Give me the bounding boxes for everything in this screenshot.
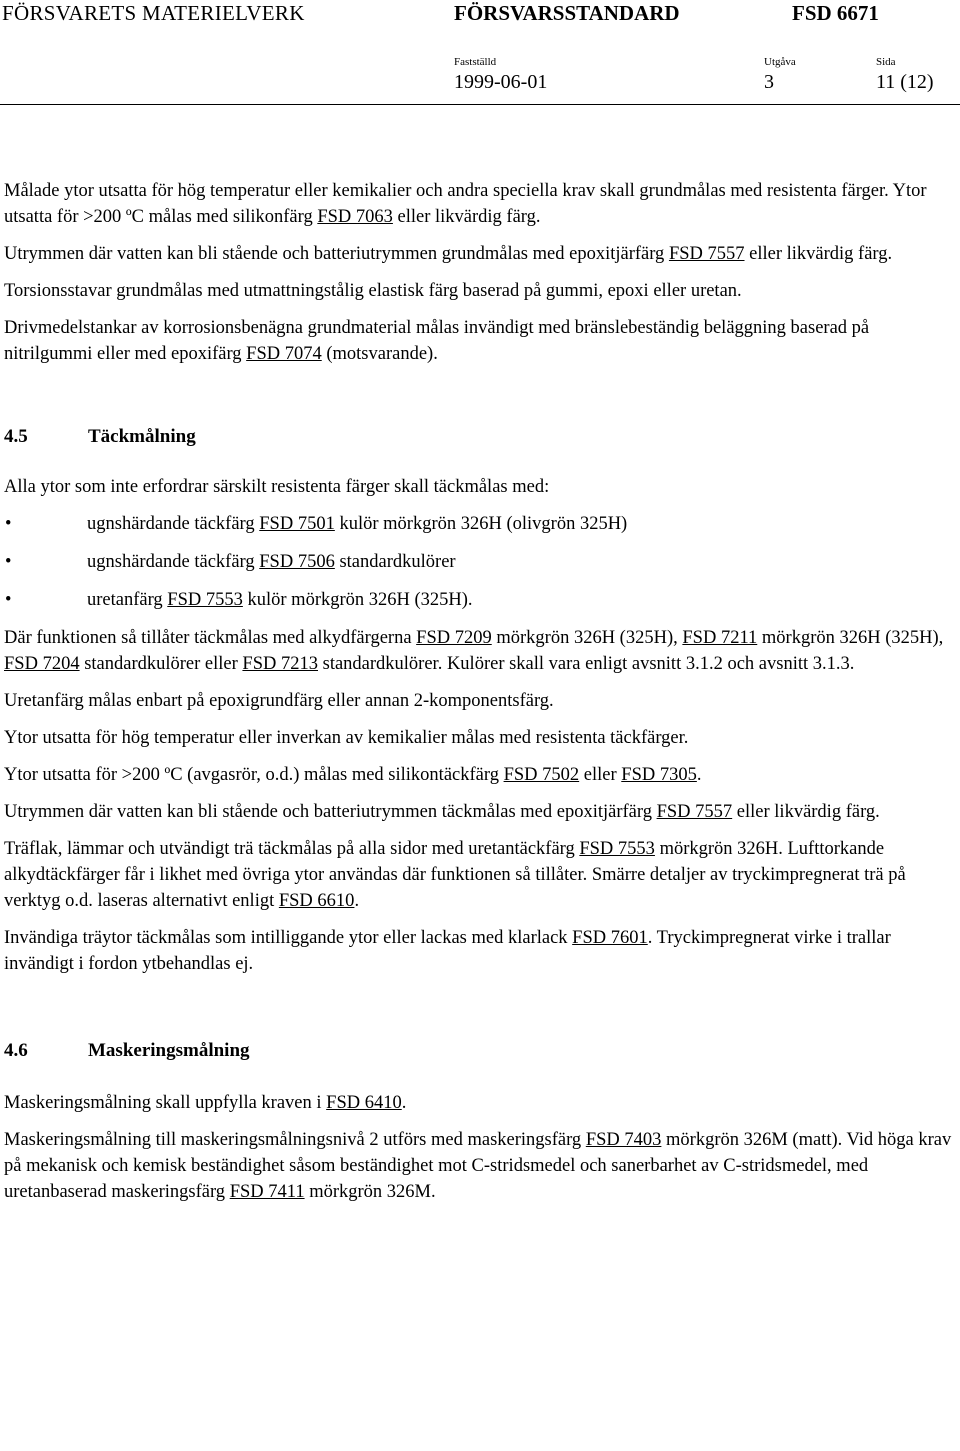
paragraph: Invändiga träytor täckmålas som intilliggande ytor eller lackas med klarlack FSD 7601. Tryckimpregnerat virke i trallar invändigt i fordon ytbehandlas ej. <box>4 928 891 974</box>
section-title: Täckmålning <box>88 426 196 447</box>
page-label: Sida <box>876 56 896 68</box>
edition-label: Utgåva <box>764 56 796 68</box>
standard-reference: FSD 7063 <box>317 207 393 227</box>
paragraph: Torsionsstavar grundmålas med utmattningstålig elastisk färg baserad på gummi, epoxi eller uretan. <box>4 281 742 301</box>
list-item: • ugnshärdande täckfärg FSD 7506 standardkulörer <box>4 549 954 575</box>
established-label: Fastställd <box>454 56 497 68</box>
header-divider <box>0 104 960 105</box>
standard-reference: FSD 7557 <box>656 802 733 822</box>
section-heading-4-6 <box>4 1038 954 1064</box>
standard-number: FSD 6671 <box>792 1 879 25</box>
standard-reference: FSD 7502 <box>503 765 580 785</box>
section-spacer <box>4 378 954 424</box>
section-number: 4.6 <box>4 1040 28 1061</box>
section-title: Maskeringsmålning <box>88 1040 250 1061</box>
paragraph: Maskeringsmålning till maskeringsmålningsnivå 2 utförs med maskeringsfärg FSD 7403 mörkgrön 326M (matt). Vid höga krav på mekanisk och kemisk beständighet såsom beständighet mot C-stridsmedel och sanerbarhet av C-stridsmedel, med uretanbaserad maskeringsfärg FSD 7411 mörkgrön 326M. <box>4 1130 952 1202</box>
bullet-icon: • <box>5 514 12 534</box>
standard-reference: FSD 7213 <box>242 654 318 674</box>
standard-reference: FSD 7553 <box>579 839 655 859</box>
bullet-icon: • <box>5 590 12 610</box>
standard-reference: FSD 7204 <box>4 654 80 674</box>
paragraph: Ytor utsatta för hög temperatur eller inverkan av kemikalier målas med resistenta täckfärger. <box>4 728 689 748</box>
bullet-icon: • <box>5 552 12 572</box>
section-number: 4.5 <box>4 426 28 447</box>
paragraph: Maskeringsmålning skall uppfylla kraven i FSD 6410. <box>4 1093 407 1113</box>
established-date: 1999-06-01 <box>454 71 548 93</box>
paragraph: Utrymmen där vatten kan bli stående och batteriutrymmen grundmålas med epoxitjärfärg FSD 7557 eller likvärdig färg. <box>4 244 893 264</box>
edition-number: 3 <box>764 71 774 93</box>
standard-reference: FSD 7074 <box>246 344 322 364</box>
standard-reference: FSD 7403 <box>585 1130 662 1150</box>
paragraph: Utrymmen där vatten kan bli stående och batteriutrymmen täckmålas med epoxitjärfärg FSD 7557 eller likvärdig färg. <box>4 802 880 822</box>
standard-reference: FSD 7211 <box>682 628 758 648</box>
standard-reference: FSD 7501 <box>259 514 335 534</box>
standard-reference: FSD 7553 <box>167 590 243 610</box>
standard-reference: FSD 6610 <box>278 891 355 911</box>
page-header <box>0 0 960 28</box>
section-4-6-paragraphs <box>4 1090 954 1205</box>
standard-reference: FSD 7557 <box>668 244 745 264</box>
paragraph: Drivmedelstankar av korrosionsbenägna grundmaterial målas invändigt med bränslebeständig beläggning baserad på nitrilgummi eller med epoxifärg FSD 7074 (motsvarande). <box>4 318 870 364</box>
page-number: 11 (12) <box>876 71 934 93</box>
paragraph: Målade ytor utsatta för hög temperatur eller kemikalier och andra speciella krav skall grundmålas med resistenta färger. Ytor utsatta för >200 ºC målas med silikonfärg FSD 7063 eller likvärdig färg. <box>4 181 927 227</box>
organization-name: FÖRSVARETS MATERIELVERK <box>2 1 305 25</box>
standard-reference: FSD 7305 <box>621 765 697 785</box>
section-4-5-paragraphs <box>4 625 954 977</box>
intro-paragraphs <box>4 178 954 367</box>
paragraph: Träflak, lämmar och utvändigt trä täckmålas på alla sidor med uretantäckfärg FSD 7553 mörkgrön 326H. Lufttorkande alkydtäckfärger får i likhet med övriga ytor användas där funktionen så tillåter. Smärre detaljer av tryckimpregnerat trä på verktyg o.d. laseras alternativt enligt FSD 6610. <box>4 839 906 911</box>
standard-reference: FSD 7506 <box>259 552 335 572</box>
paragraph: Ytor utsatta för >200 ºC (avgasrör, o.d.) målas med silikontäckfärg FSD 7502 eller FSD 7305. <box>4 765 702 785</box>
standard-reference: FSD 7411 <box>229 1182 305 1202</box>
section-heading-4-5 <box>4 424 954 450</box>
standard-reference: FSD 7209 <box>416 628 492 648</box>
paragraph: Där funktionen så tillåter täckmålas med alkydfärgerna FSD 7209 mörkgrön 326H (325H), FSD 7211 mörkgrön 326H (325H), FSD 7204 standardkulörer eller FSD 7213 standardkulörer. Kulörer skall vara enligt avsnitt 3.1.2 och avsnitt 3.1.3. <box>4 628 944 674</box>
standard-reference: FSD 6410 <box>326 1093 402 1113</box>
list-item: • ugnshärdande täckfärg FSD 7501 kulör mörkgrön 326H (olivgrön 325H) <box>4 511 954 537</box>
paint-list <box>4 511 954 613</box>
list-item: • uretanfärg FSD 7553 kulör mörkgrön 326H (325H). <box>4 587 954 613</box>
paragraph: Uretanfärg målas enbart på epoxigrundfärg eller annan 2-komponentsfärg. <box>4 691 554 711</box>
standard-reference: FSD 7601 <box>572 928 648 948</box>
document-body <box>4 178 954 1216</box>
section-intro: Alla ytor som inte erfordrar särskilt resistenta färger skall täckmålas med: <box>4 477 550 497</box>
standard-label: FÖRSVARSSTANDARD <box>454 1 680 25</box>
section-spacer <box>4 988 954 1038</box>
